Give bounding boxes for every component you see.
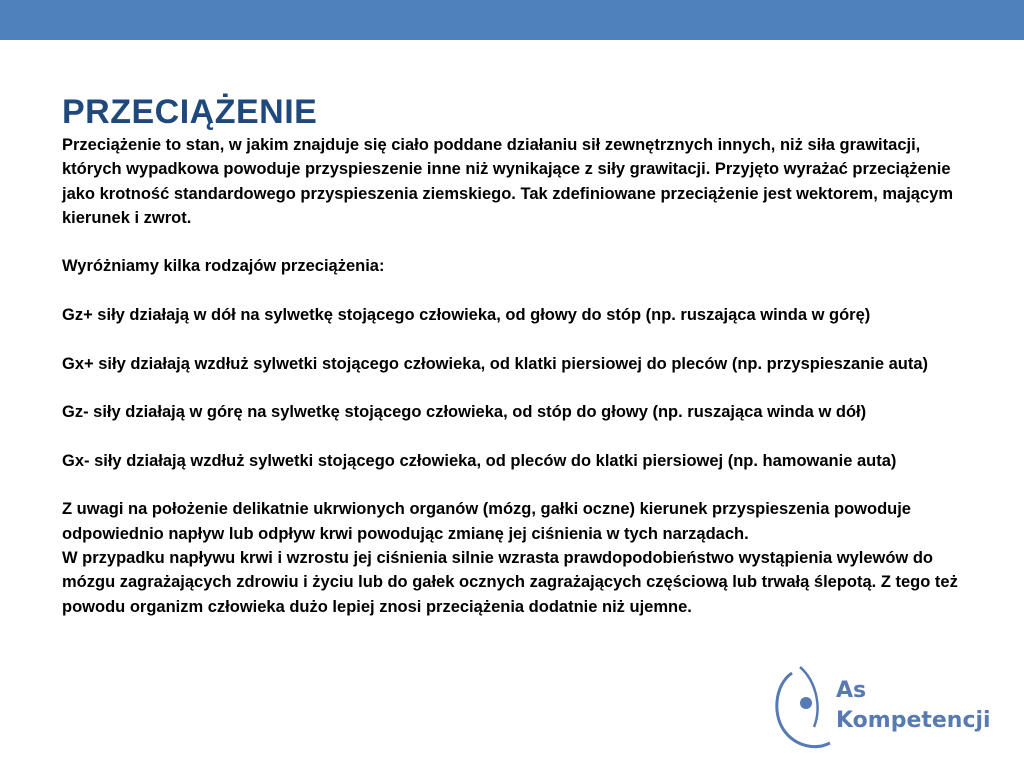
as-kompetencji-logo bbox=[770, 655, 1010, 755]
type-gx-minus: Gx- siły działają wzdłuż sylwetki stojącego człowieka, od pleców do klatki piersiowej (np. hamowanie auta) bbox=[62, 451, 897, 470]
blood-flow-paragraph: W przypadku napływu krwi i wzrostu jej ciśnienia silnie wzrasta prawdopodobieństwo wystąpienia wylewów do mózgu zagrażających zdrowiu i życiu lub do gałek ocznych zagrażających częściową lub trwałą ślepotą. Z tego też powodu organizm człowieka dużo lepiej znosi przeciążenia dodatnie niż ujemne. bbox=[62, 549, 958, 616]
slide-body bbox=[62, 133, 962, 619]
definition-paragraph: Przeciążenie to stan, w jakim znajduje się ciało poddane działaniu sił zewnętrznych innych, niż siła grawitacji, których wypadkowa powoduje przyspieszenie inne niż wynikające z siły grawitacji. Przyjęto wyrażać przeciążenie jako krotność standardowego przyspieszenia ziemskiego. Tak zdefiniowane przeciążenie jest wektorem, mającym kierunek i zwrot. bbox=[62, 136, 953, 227]
top-accent-bar bbox=[0, 0, 1024, 40]
logo-text-as: As bbox=[836, 678, 867, 703]
type-gz-minus: Gz- siły działają w górę na sylwetkę stojącego człowieka, od stóp do głowy (np. ruszająca winda w dół) bbox=[62, 403, 867, 422]
logo-text-kompetencji: Kompetencji bbox=[836, 708, 991, 733]
types-intro: Wyróżniamy kilka rodzajów przeciążenia: bbox=[62, 257, 385, 276]
type-gx-plus: Gx+ siły działają wzdłuż sylwetki stojącego człowieka, od klatki piersiowej do pleców (np. przyspieszanie auta) bbox=[62, 354, 929, 373]
type-gz-plus: Gz+ siły działają w dół na sylwetkę stojącego człowieka, od głowy do stóp (np. ruszająca winda w górę) bbox=[62, 306, 871, 325]
organs-paragraph: Z uwagi na położenie delikatnie ukrwionych organów (mózg, gałki oczne) kierunek przyspieszenia powoduje odpowiednio napływ lub odpływ krwi powodując zmianę jej ciśnienia w tych narządach. bbox=[62, 500, 911, 543]
slide-title: PRZECIĄŻENIE bbox=[62, 93, 318, 131]
